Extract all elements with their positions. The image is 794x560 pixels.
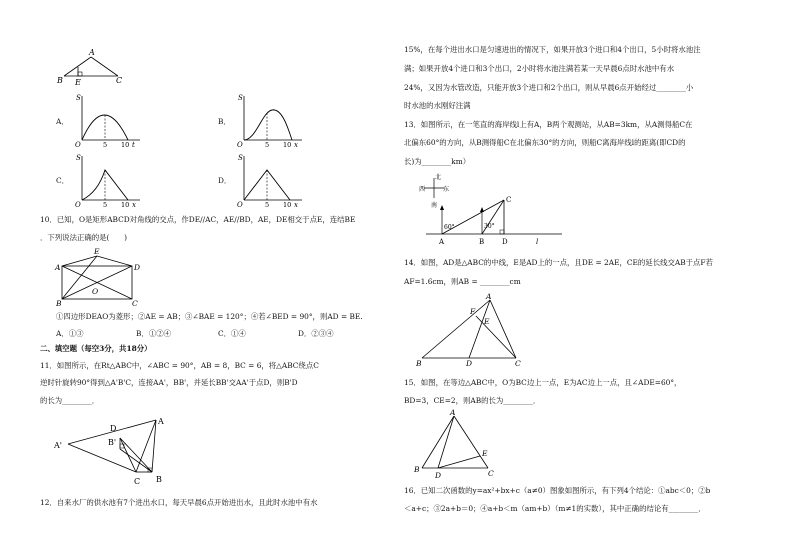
- q11-label-a: A: [158, 417, 164, 426]
- q12-line-4: 24%，又因为水管改造，只能开放3个进口和2个出口，则从早晨6点开始经过________小: [404, 83, 694, 92]
- q10-line-1: 10．已知，O是矩形ABCD对角线的交点，作DE//AC，AE//BD，AE，DE相交于点E，连结BE: [40, 215, 356, 224]
- q10-label-c: C: [132, 299, 138, 308]
- q14-line-2: AF=1.6cm，则AB = ________cm: [404, 277, 521, 286]
- q9d-axis-x: x: [294, 201, 298, 209]
- q10-label-d: D: [134, 263, 141, 272]
- q9-label-b: B: [57, 76, 63, 85]
- q13-south: 南: [431, 202, 438, 209]
- q12-line-2: 15%，在每个进出水口是匀速进出的情况下，如果开放3个进口和4个出口，5小时将水池注: [404, 45, 701, 54]
- q10-choice-b: B．①②④: [136, 329, 171, 338]
- q9b-axis-x: x: [294, 141, 298, 149]
- q9-label-e: E: [75, 78, 81, 87]
- q10-line-2: ．下列说法正确的是( ): [40, 233, 128, 242]
- q15-label-c: C: [488, 469, 494, 478]
- q16-line-2: ＜a+c；③2a+b＝0；④a+b＜m（am+b）（m≠1的实数），其中正确的结论有________．: [404, 504, 706, 513]
- q11-label-b-prime: B': [108, 438, 117, 447]
- q9c-tick-5: 5: [103, 201, 108, 209]
- q11-line-1: 11．如图所示，在Rt△ABC中，∠ABC = 90°，AB = 8，BC = 6，将△ABC绕点C: [40, 361, 319, 370]
- q13-angle-30: 30°: [484, 223, 495, 230]
- q9-graph-c: [72, 152, 142, 210]
- q9-option-c-label: C．: [56, 176, 70, 185]
- q11-line-2: 逆时针旋转90°得到△A'B'C，连接AA'，BB'，并延长BB'交AA'于点D，则B'D: [40, 378, 298, 387]
- q12-line-1: 12．自来水厂的供水池有7个进出水口，每天早晨6点开始进出水，且此时水池中有水: [40, 498, 318, 507]
- q14-label-e: E: [484, 317, 490, 326]
- q9d-origin: O: [237, 201, 243, 209]
- q9a-axis-t: t: [132, 141, 135, 149]
- q10-label-b: B: [56, 299, 62, 308]
- q13-north: 北: [435, 174, 442, 181]
- q14-line-1: 14．如图，AD是△ABC的中线，E是AD上的一点，且DE = 2AE，CE的延长线交AB于点F若: [404, 258, 713, 267]
- q9b-axis-s: S: [238, 94, 243, 102]
- q9b-origin: O: [237, 141, 243, 149]
- q9c-axis-s: S: [76, 154, 81, 162]
- q11-label-c: C: [134, 477, 141, 486]
- q9a-tick-5: 5: [103, 141, 108, 149]
- q12-line-3: 满；如果开放4个进口和3个出口，2小时将水池注满若某一天早晨6点时水池中有水: [404, 64, 675, 73]
- q9-label-c: C: [116, 76, 123, 85]
- q15-equilateral-figure: [412, 410, 502, 482]
- q15-line-1: 15．如图，在等边△ABC中，O为BC边上一点，E为AC边上一点，且∠ADE=60°，: [404, 378, 682, 387]
- q13-east: 东: [443, 186, 450, 193]
- q9-triangle-figure: [56, 48, 136, 88]
- q9-graph-a: [72, 92, 142, 150]
- q13-label-b: B: [479, 238, 485, 246]
- q10-label-e: E: [94, 247, 100, 256]
- q11-label-a-prime: A': [54, 441, 62, 450]
- q13-west: 西: [419, 186, 426, 193]
- q14-label-b: B: [416, 359, 422, 368]
- q15-label-b: B: [414, 465, 420, 474]
- q13-line-3: 长)为________km）: [404, 157, 471, 166]
- q16-line-1: 16．已知二次函数的y=ax²+bx+c（a≠0）图象如图所示，有下列4个结论：①abc＜0；②b: [404, 486, 711, 495]
- q14-label-d: D: [466, 359, 473, 368]
- q10-statements: ①四边形DEAO为菱形；②AE = AB；③∠BAE = 120°；④若∠BED = 90°，则AD = BE.: [56, 312, 363, 321]
- q9-option-b-label: B．: [218, 117, 231, 126]
- q15-label-e: E: [482, 449, 488, 458]
- q9d-tick-5: 5: [265, 201, 270, 209]
- q10-label-a: A: [55, 263, 61, 272]
- q13-label-l: l: [536, 238, 539, 246]
- q14-label-f: F: [470, 307, 476, 316]
- q10-label-o: O: [92, 287, 99, 296]
- q10-choice-d: D．②③④: [298, 329, 334, 338]
- q10-choice-c: C．①④: [218, 329, 246, 338]
- q9b-tick-10: 10: [283, 141, 292, 149]
- q9d-tick-10: 10: [283, 201, 292, 209]
- q15-line-2: BD=3，CE=2，则AB的长为________．: [404, 396, 541, 405]
- q12-line-5: 时水池的水刚好注满: [404, 101, 471, 110]
- q13-angle-60: 60°: [444, 224, 455, 231]
- q11-rotation-figure: [52, 414, 178, 492]
- section-2-heading: 二、填空题（每空3分，共18分）: [40, 344, 152, 353]
- q9d-axis-s: S: [238, 154, 243, 162]
- q9b-tick-5: 5: [265, 141, 270, 149]
- q14-triangle-figure: [414, 292, 534, 370]
- q15-label-d: D: [435, 471, 442, 480]
- q9-graph-d: [234, 152, 304, 210]
- q13-line-2: 北偏东60°的方向，从B测得船C在北偏东30°的方向，则船C离海岸线l的距离(即CD的: [404, 138, 686, 147]
- q13-line-1: 13．如图所示，在一笔直的海岸线l上有A，B两个观测站，从AB=3km，从A测得船C在: [404, 120, 693, 129]
- q9-option-d-label: D．: [218, 176, 232, 185]
- q10-rectangle-figure: [54, 248, 144, 308]
- q14-label-c: C: [515, 359, 521, 368]
- q13-coastline-figure: [416, 172, 566, 250]
- q11-line-3: 的长为________．: [40, 396, 100, 405]
- q9c-axis-x: x: [132, 201, 136, 209]
- q14-label-a: A: [486, 292, 492, 301]
- q9-option-a-label: A．: [56, 117, 69, 126]
- q13-label-d: D: [502, 238, 508, 246]
- q13-label-a: A: [439, 238, 445, 246]
- q10-choice-a: A．①③: [56, 329, 84, 338]
- q9a-tick-10: 10: [121, 141, 130, 149]
- q11-label-d: D: [110, 424, 117, 433]
- q15-label-a: A: [450, 408, 456, 417]
- q9-label-a: A: [89, 48, 95, 57]
- q9a-axis-s: S: [76, 94, 81, 102]
- q9c-origin: O: [75, 201, 81, 209]
- q9c-tick-10: 10: [121, 201, 130, 209]
- q13-label-c: C: [506, 196, 512, 204]
- q11-label-b: B: [156, 475, 162, 484]
- q9-graph-b: [234, 92, 304, 150]
- q9a-origin: O: [75, 141, 81, 149]
